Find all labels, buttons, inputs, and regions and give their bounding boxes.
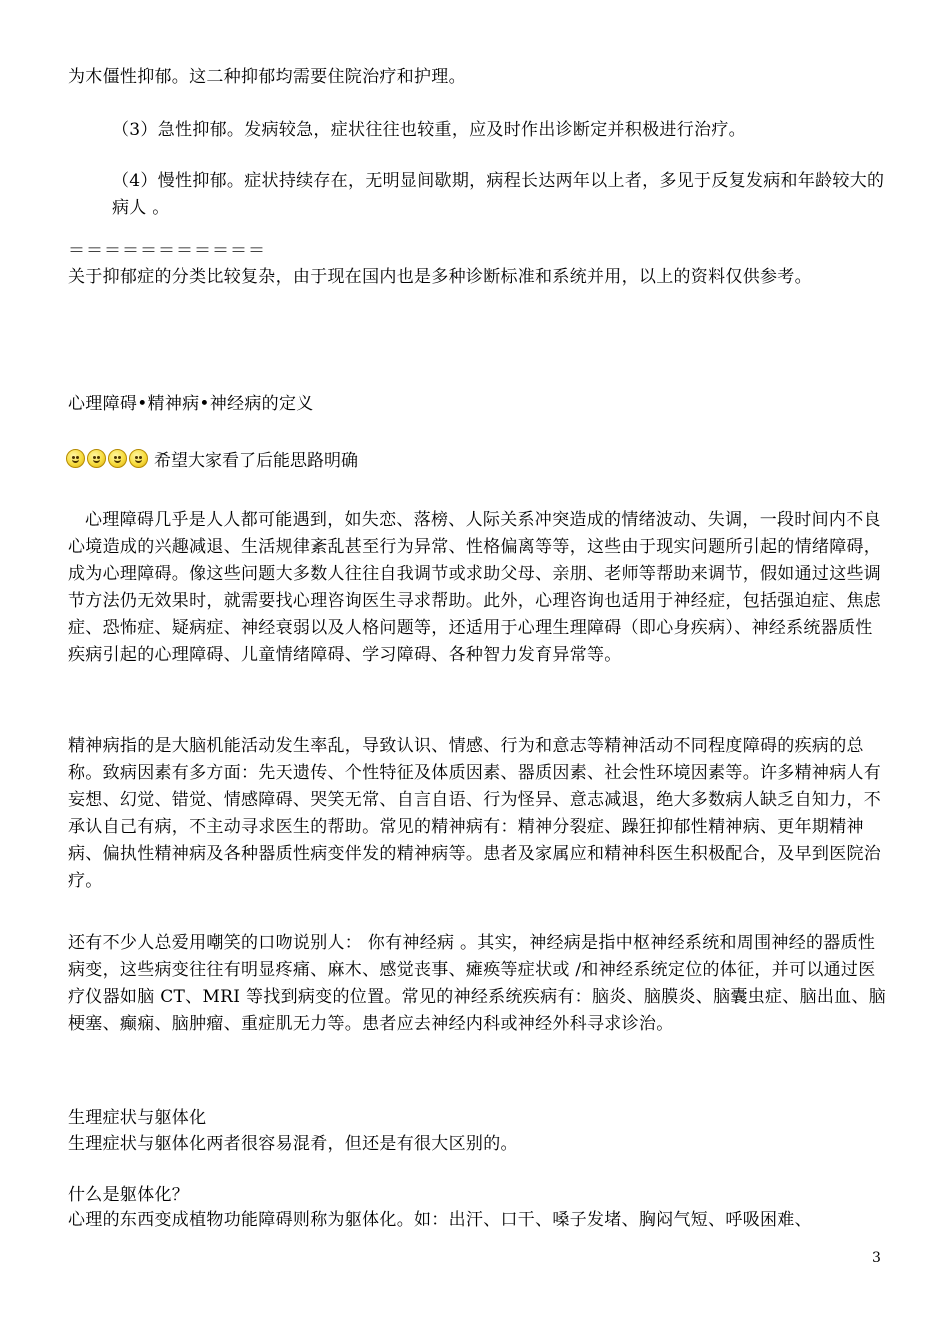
page-number: 3: [872, 1250, 881, 1266]
text-line-acute-depression: （3）急性抑郁。发病较急，症状往往也较重，应及时作出诊断定并积极进行治疗。: [112, 120, 746, 140]
section-heading-somatization: 生理症状与躯体化: [68, 1108, 207, 1128]
text-line-chronic-depression: （4）慢性抑郁。症状持续存在，无明显间歇期，病程长达两年以上者，多见于反复发病和年龄较大的病人 。: [112, 171, 885, 218]
text-line-classification-note: 关于抑郁症的分类比较复杂，由于现在国内也是多种诊断标准和系统并用，以上的资料仅供参考。: [68, 267, 812, 287]
paragraph-psychological-disorder: 心理障碍几乎是人人都可能遇到，如失恋、落榜、人际关系冲突造成的情绪波动、失调，一段时间内不良心境造成的兴趣减退、生活规律紊乱甚至行为异常、性格偏离等等，这些由于现实问题所引起的情绪障碍，成为心理障碍。像这些问题大多数人往往自我调节或求助父母、亲朋、老师等帮助来调节，假如通过这些调节方法仍无效果时，就需要找心理咨询医生寻求帮助。此外，心理咨询也适用于神经症，包括强迫症、焦虑症、恐怖症、疑病症、神经衰弱以及人格问题等，还适用于心理生理障碍（即心身疾病）、神经系统器质性疾病引起的心理障碍、儿童情绪障碍、学习障碍、各种智力发育异常等。: [68, 510, 882, 665]
emoji-row: [66, 446, 358, 471]
section-heading-what-is-somatization: 什么是躯体化？: [68, 1185, 190, 1205]
paragraph-neurological-disease: 还有不少人总爱用嘲笑的口吻说别人： 你有神经病 。其实，神经病是指中枢神经系统和周围神经的器质性病变，这些病变往往有明显疼痛、麻木、感觉丧事、瘫痪等症状或 /和神经系统定位的体征，并可以通过医疗仪器如脑 CT、MRI 等找到病变的位置。常见的神经系统疾病有：脑炎、脑膜炎、脑囊虫症、脑出血、脑梗塞、癫痫、脑肿瘤、重症肌无力等。患者应去神经内科或神经外科寻求诊治。: [68, 933, 887, 1034]
text-line-somatization-intro: 生理症状与躯体化两者很容易混肴，但还是有很大区别的。: [68, 1134, 518, 1154]
paragraph-psychosis: 精神病指的是大脑机能活动发生率乱，导致认识、情感、行为和意志等精神活动不同程度障碍的疾病的总称。致病因素有多方面：先天遗传、个性特征及体质因素、器质因素、社会性环境因素等。许多精神病人有妄想、幻觉、错觉、情感障碍、哭笑无常、自言自语、行为怪异、意志减退，绝大多数病人缺乏自知力，不承认自己有病，不主动寻求医生的帮助。常见的精神病有：精神分裂症、躁狂抑郁性精神病、更年期精神病、偏执性精神病及各种器质性病变伴发的精神病等。患者及家属应和精神科医生积极配合，及早到医院治疗。: [68, 736, 882, 891]
laugh-icon: [87, 449, 106, 468]
emoji-caption: 希望大家看了后能思路明确: [154, 451, 358, 471]
smile-icon: [108, 449, 127, 468]
section-heading-definitions: 心理障碍•精神病•神经病的定义: [68, 394, 314, 414]
text-line-1: 为木僵性抑郁。这二种抑郁均需要住院治疗和护理。: [68, 67, 466, 87]
grin-sweat-icon: [66, 449, 85, 468]
blush-smile-icon: [129, 449, 148, 468]
text-line-somatization-definition: 心理的东西变成植物功能障碍则称为躯体化。如：出汗、口干、嗓子发堵、胸闷气短、呼吸困难、: [68, 1210, 812, 1230]
separator-rule: ＝＝＝＝＝＝＝＝＝＝＝: [68, 241, 266, 261]
